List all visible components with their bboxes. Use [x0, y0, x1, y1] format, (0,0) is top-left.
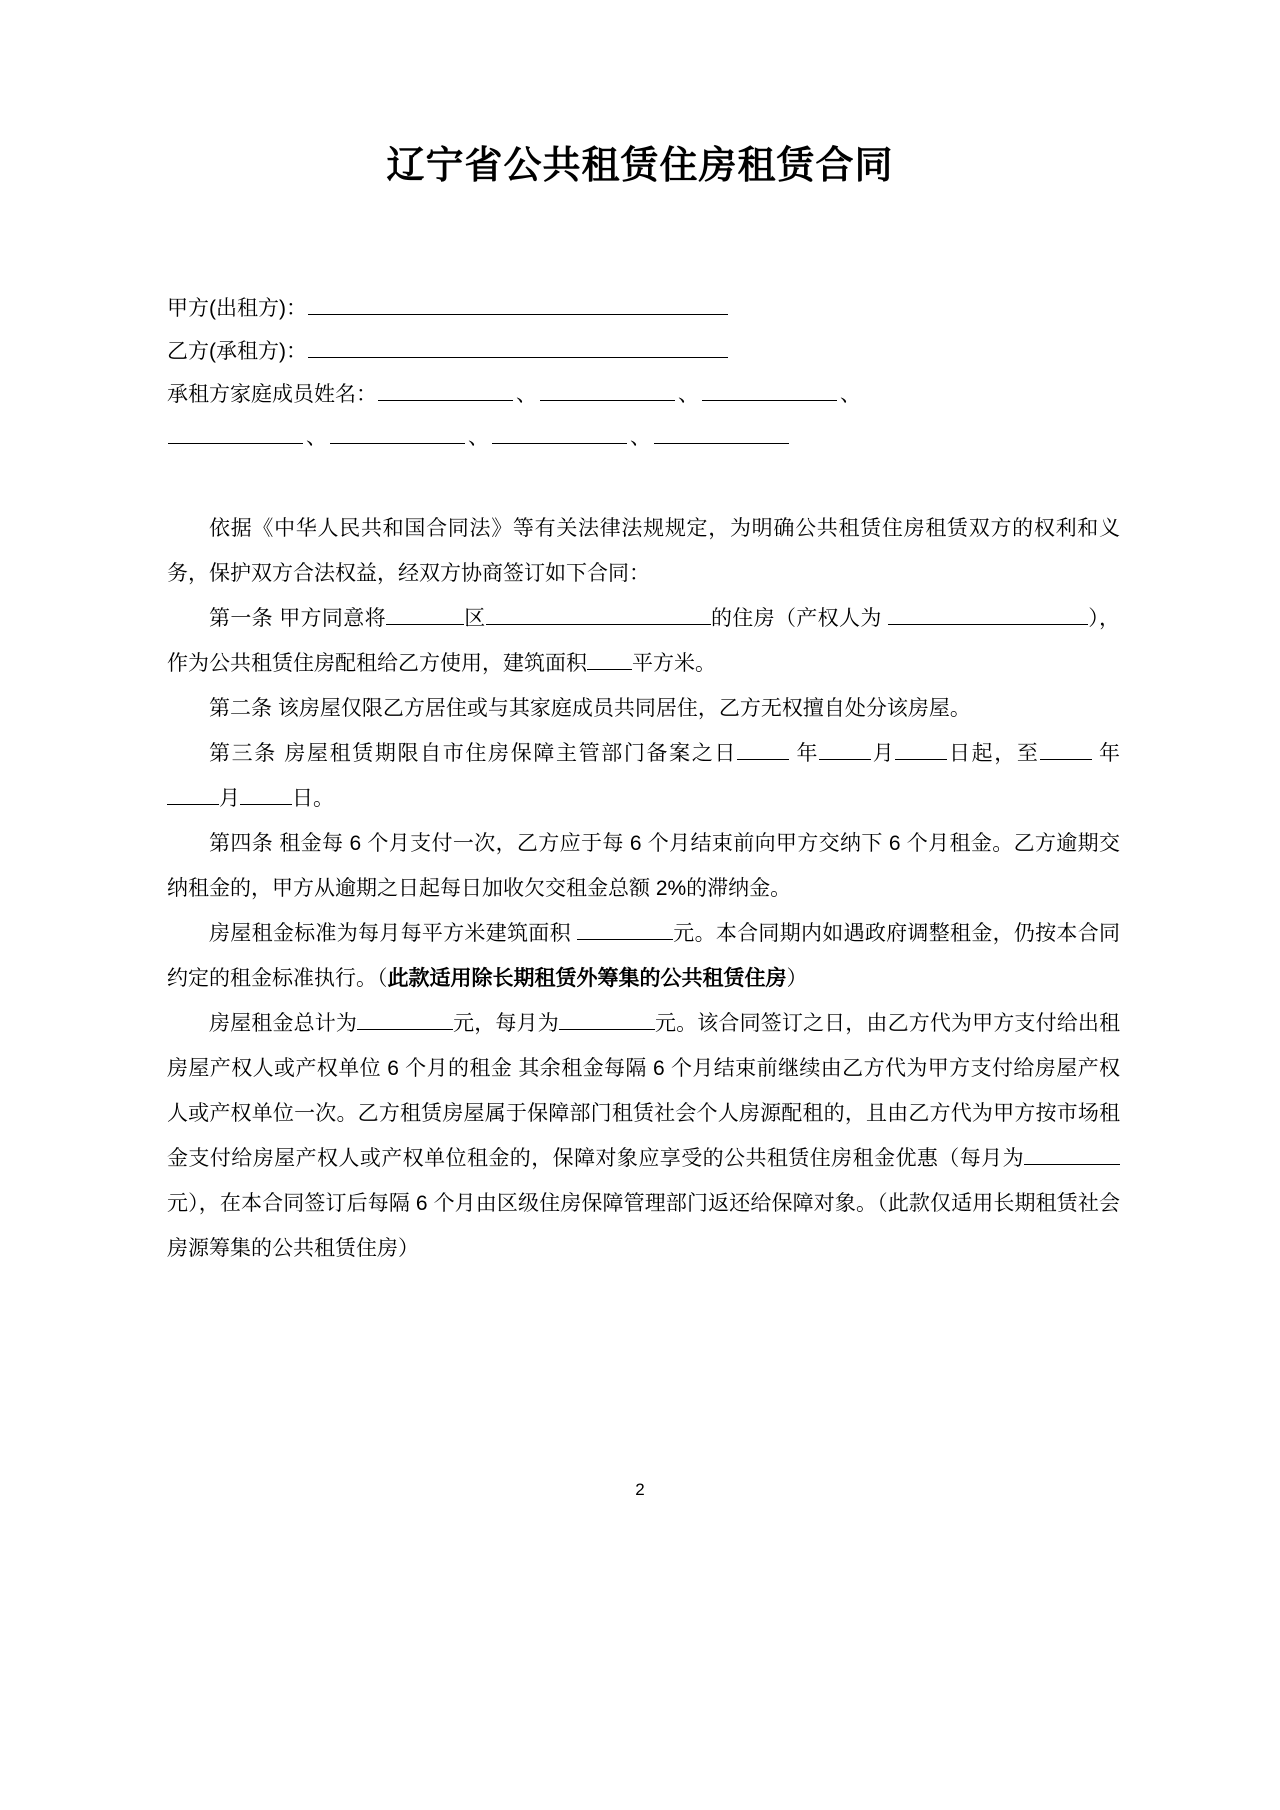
article-3-end-month-blank[interactable] — [167, 781, 219, 804]
family-separator-4: 、 — [306, 425, 327, 449]
article-2-label: 第二条 — [209, 696, 272, 720]
article-1-address-blank[interactable] — [486, 601, 711, 624]
lessor-input-blank[interactable] — [308, 291, 728, 314]
rent-subsidy-amount-blank[interactable] — [1024, 1141, 1120, 1164]
rent-standard-text-2: 元。本合同期内如遇政府调整租金，仍按本合同约定的租金标准执行。（ — [167, 921, 1121, 990]
rent-total-text-3: 元。该合同签订之日，由乙方代为甲方支付给出租房屋产权人或产权单位 6 个月的租金 其余租金每隔 6 个月结束前继续由乙方代为甲方支付给房屋产权人或产权单位一次。乙方租赁房屋属于保障部门租赁社会个人房源配租的，且由乙方代为甲方按市场租金支付给房屋产权人或产权单位租金的，保障对象应享受的公共租赁住房租金优惠（每月为 — [167, 1011, 1121, 1170]
article-1-text-4: ），作为公共租赁住房配租给乙方使用，建筑面积 — [167, 606, 1121, 675]
article-3-label: 第三条 — [209, 741, 277, 765]
article-4-label: 第四条 — [209, 831, 274, 855]
page-number: 2 — [635, 1480, 645, 1499]
preamble-paragraph — [167, 506, 1120, 596]
article-1-text-5: 平方米。 — [632, 651, 716, 675]
rent-monthly-amount-blank[interactable] — [559, 1006, 655, 1029]
family-member-blank-1[interactable] — [378, 377, 513, 400]
lessee-field-row — [167, 330, 1120, 373]
article-3-start-month-blank[interactable] — [819, 736, 871, 759]
article-1-area-blank[interactable] — [587, 646, 632, 669]
article-3-text-7: 日。 — [292, 786, 334, 810]
family-member-blank-3[interactable] — [702, 377, 837, 400]
family-separator-3: 、 — [840, 382, 861, 406]
article-1-paragraph — [167, 596, 1120, 686]
rent-total-paragraph — [167, 1001, 1120, 1271]
lessor-label: 甲方(出租方)： — [167, 296, 307, 320]
article-3-text-2: 年 — [796, 741, 820, 765]
article-3-paragraph — [167, 731, 1120, 821]
lessee-label: 乙方(承租方)： — [167, 339, 307, 363]
party-fields-block — [0, 287, 1280, 459]
rent-total-text-1: 房屋租金总计为 — [209, 1011, 357, 1035]
family-separator-6: 、 — [630, 425, 651, 449]
article-3-start-day-blank[interactable] — [895, 736, 947, 759]
lessor-field-row — [167, 287, 1120, 330]
family-member-blank-2[interactable] — [540, 377, 675, 400]
rent-standard-text-1: 房屋租金标准为每月每平方米建筑面积 — [209, 921, 571, 945]
page-title: 辽宁省公共租赁住房租赁合同 — [386, 145, 894, 187]
article-3-end-day-blank[interactable] — [240, 781, 292, 804]
rent-standard-amount-blank[interactable] — [577, 916, 673, 939]
article-3-text-4: 日起，至 — [947, 741, 1040, 765]
article-4-paragraph — [167, 821, 1120, 911]
family-member-blank-6[interactable] — [492, 420, 627, 443]
lessee-input-blank[interactable] — [308, 334, 728, 357]
family-members-row-2 — [167, 416, 1120, 459]
contract-body — [0, 506, 1280, 1271]
rent-total-amount-blank[interactable] — [357, 1006, 453, 1029]
preamble-text: 依据《中华人民共和国合同法》等有关法律法规规定，为明确公共租赁住房租赁双方的权利和义务，保护双方合法权益，经双方协商签订如下合同： — [167, 516, 1120, 585]
article-2-text: 该房屋仅限乙方居住或与其家庭成员共同居住，乙方无权擅自处分该房屋。 — [277, 696, 971, 720]
article-4-text: 租金每 6 个月支付一次，乙方应于每 6 个月结束前向甲方交纳下 6 个月租金。乙方逾期交纳租金的，甲方从逾期之日起每日加收欠交租金总额 2%的滞纳金。 — [167, 831, 1120, 900]
article-3-text-5: 年 — [1099, 741, 1121, 765]
article-3-end-year-blank[interactable] — [1040, 736, 1092, 759]
family-member-blank-4[interactable] — [168, 420, 303, 443]
family-member-blank-5[interactable] — [330, 420, 465, 443]
family-members-row-1 — [167, 373, 1120, 416]
article-3-text-6: 月 — [219, 786, 240, 810]
rent-standard-bold-note: 此款适用除长期租赁外筹集的公共租赁住房 — [387, 966, 787, 990]
rent-standard-text-3: ） — [786, 966, 808, 990]
article-3-start-year-blank[interactable] — [737, 736, 789, 759]
family-member-blank-7[interactable] — [654, 420, 789, 443]
family-separator-2: 、 — [678, 382, 699, 406]
article-3-text-3: 月 — [871, 741, 896, 765]
article-1-text-2: 区 — [463, 606, 486, 630]
article-1-label: 第一条 — [209, 606, 274, 630]
rent-total-text-4: 元），在本合同签订后每隔 6 个月由区级住房保障管理部门返还给保障对象。（此款仅适用长期租赁社会房源筹集的公共租赁住房） — [167, 1191, 1120, 1260]
article-2-paragraph — [167, 686, 1120, 731]
rent-total-text-2: 元，每月为 — [453, 1011, 559, 1035]
article-1-owner-blank[interactable] — [888, 601, 1088, 624]
article-3-text-1: 房屋租赁期限自市住房保障主管部门备案之日 — [284, 741, 738, 765]
rent-standard-paragraph — [167, 911, 1120, 1001]
article-1-district-blank[interactable] — [386, 601, 464, 624]
family-members-label: 承租方家庭成员姓名： — [167, 382, 377, 406]
family-separator-5: 、 — [468, 425, 489, 449]
article-1-text-1: 甲方同意将 — [279, 606, 386, 630]
article-1-text-3: 的住房（产权人为 — [710, 606, 882, 630]
family-separator-1: 、 — [516, 382, 537, 406]
